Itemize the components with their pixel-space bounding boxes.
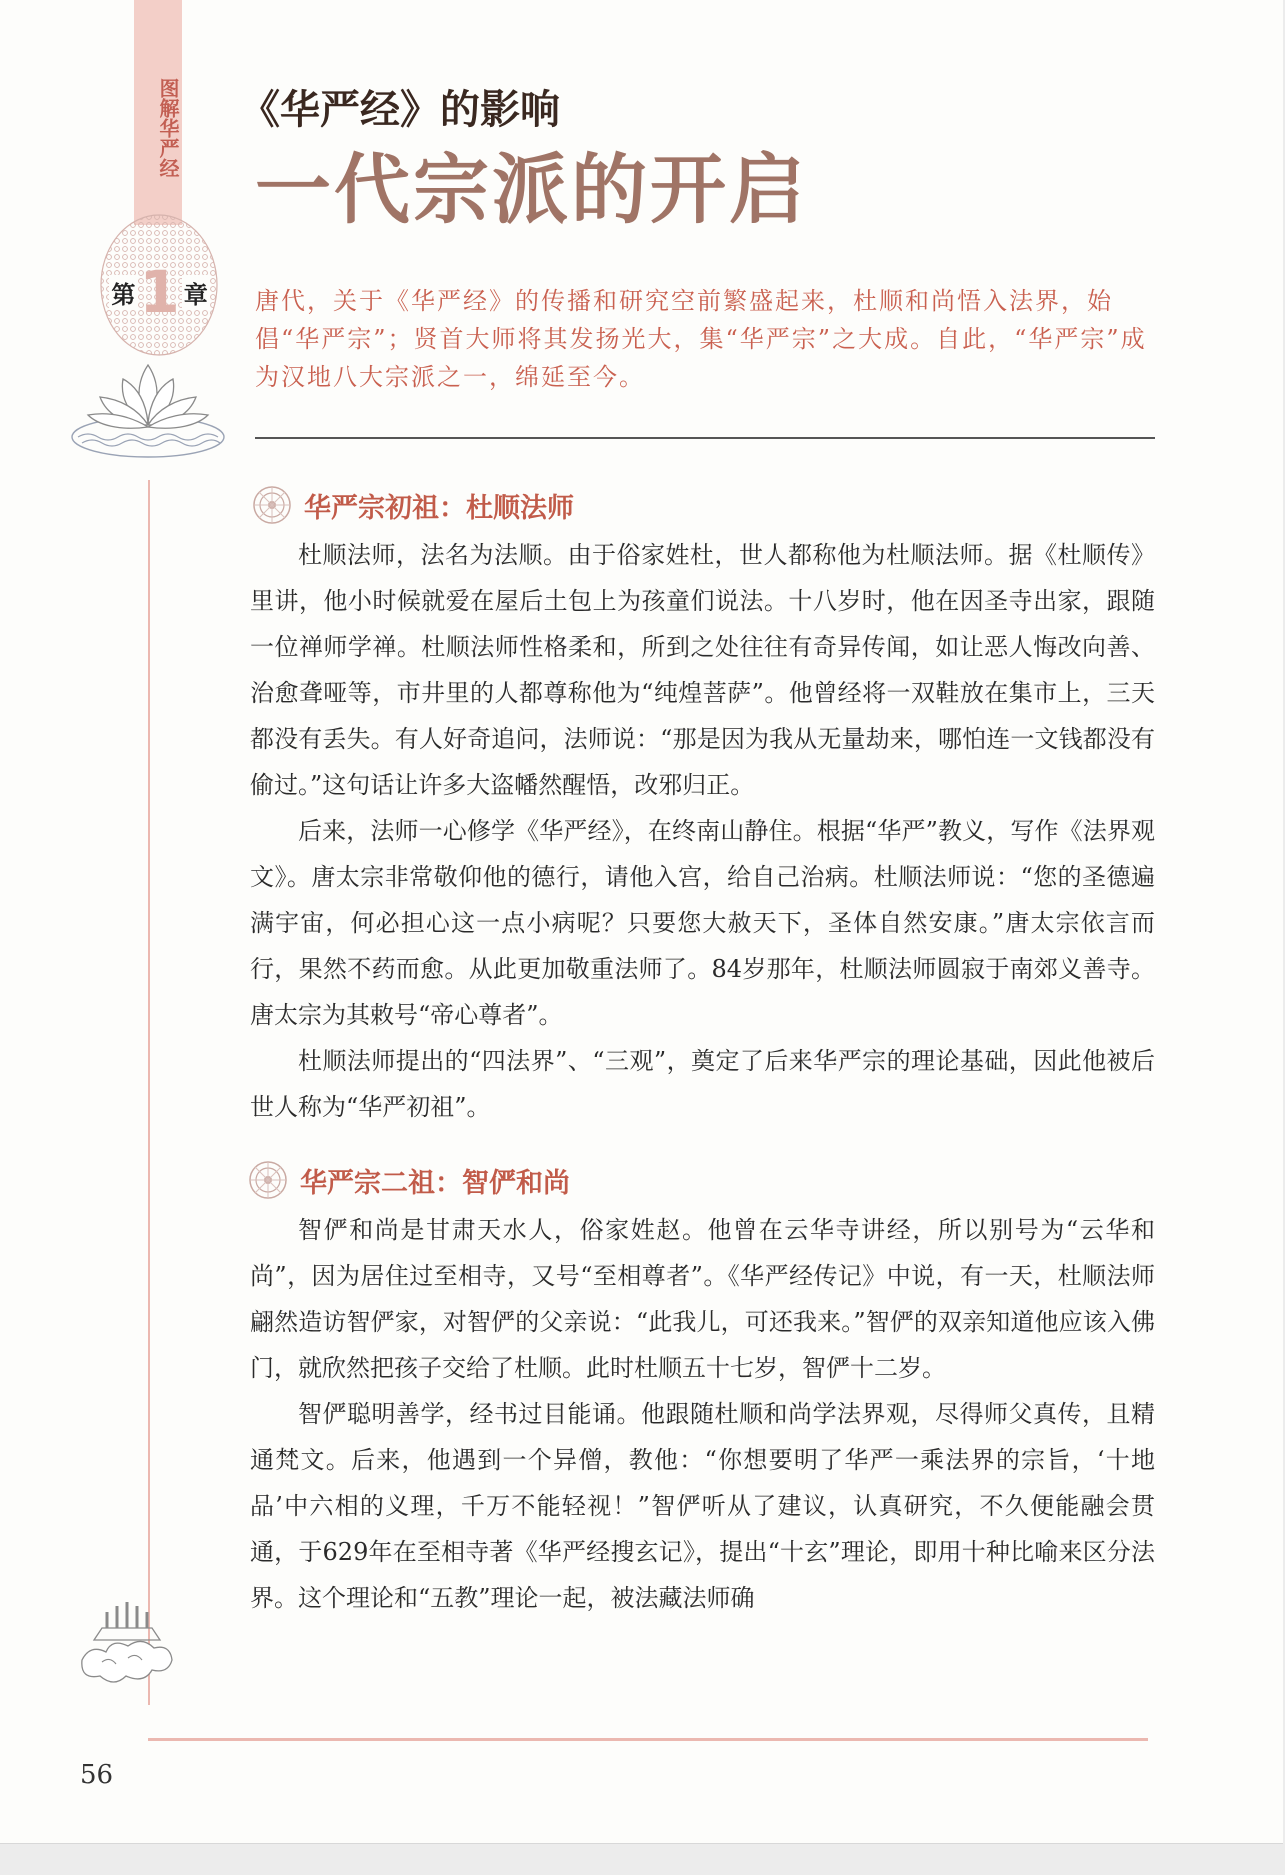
lotus-icon: [68, 345, 228, 460]
body-paragraph: 杜顺法师提出的“四法界”、“三观”，奠定了后来华严宗的理论基础，因此他被后世人称为“华严初祖”。: [250, 1047, 1155, 1121]
dharma-wheel-icon: [248, 1160, 288, 1200]
margin-rule: [148, 480, 150, 1705]
dharma-wheel-icon: [252, 485, 292, 525]
page-title: 一代宗派的开启: [255, 145, 808, 234]
page-number: 56: [80, 1760, 114, 1790]
section-heading-1: [252, 485, 574, 525]
chapter-number: 1: [139, 258, 180, 326]
running-title: 图解华严经: [156, 78, 180, 178]
body-paragraph: 后来，法师一心修学《华严经》，在终南山静住。根据“华严”教义，写作《法界观文》。唐太宗非常敬仰他的德行，请他入宫，给自己治病。杜顺法师说：“您的圣德遍满宇宙，何必担心这一点小病呢？只要您大赦天下，圣体自然安康。”唐太宗依言而行，果然不药而愈。从此更加敬重法师了。84岁那年，杜顺法师圆寂于南郊义善寺。唐太宗为其敕号“帝心尊者”。: [250, 817, 1155, 1029]
section-title: 华严宗初祖：杜顺法师: [304, 492, 574, 524]
chapter-suffix: 章: [182, 275, 210, 310]
footer-rule: [148, 1738, 1148, 1741]
section-body-2: [250, 1207, 1155, 1621]
section-title: 华严宗二祖：智俨和尚: [300, 1167, 570, 1199]
section-kicker: 《华严经》的影响: [240, 86, 560, 133]
intro-divider: [255, 437, 1155, 439]
cloud-ornament-icon: [72, 1600, 182, 1695]
body-paragraph: 智俨和尚是甘肃天水人，俗家姓赵。他曾在云华寺讲经，所以别号为“云华和尚”，因为居住过至相寺，又号“至相尊者”。《华严经传记》中说，有一天，杜顺法师翩然造访智俨家，对智俨的父亲说：“此我儿，可还我来。”智俨的双亲知道他应该入佛门，就欣然把孩子交给了杜顺。此时杜顺五十七岁，智俨十二岁。: [250, 1216, 1155, 1382]
body-paragraph: 杜顺法师，法名为法顺。由于俗家姓杜，世人都称他为杜顺法师。据《杜顺传》里讲，他小时候就爱在屋后土包上为孩童们说法。十八岁时，他在因圣寺出家，跟随一位禅师学禅。杜顺法师性格柔和，所到之处往往有奇异传闻，如让恶人悔改向善、治愈聋哑等，市井里的人都尊称他为“纯煌菩萨”。他曾经将一双鞋放在集市上，三天都没有丢失。有人好奇追问，法师说：“那是因为我从无量劫来，哪怕连一文钱都没有偷过。”这句话让许多大盗幡然醒悟，改邪归正。: [250, 541, 1155, 799]
chapter-prefix: 第: [109, 275, 137, 310]
body-paragraph: 智俨聪明善学，经书过目能诵。他跟随杜顺和尚学法界观，尽得师父真传，且精通梵文。后来，他遇到一个异僧，教他：“你想要明了华严一乘法界的宗旨，‘十地品’中六相的义理，千万不能轻视！”智俨听从了建议，认真研究，不久便能融会贯通，于629年在至相寺著《华严经搜玄记》，提出“十玄”理论，即用十种比喻来区分法界。这个理论和“五教”理论一起，被法藏法师确: [250, 1400, 1155, 1612]
section-heading-2: [248, 1160, 570, 1200]
section-body-1: [250, 532, 1155, 1130]
chapter-label: [111, 258, 208, 326]
intro-paragraph: 唐代，关于《华严经》的传播和研究空前繁盛起来，杜顺和尚悟入法界，始倡“华严宗”；贤首大师将其发扬光大，集“华严宗”之大成。自此，“华严宗”成为汉地八大宗派之一，绵延至今。: [255, 287, 1147, 391]
